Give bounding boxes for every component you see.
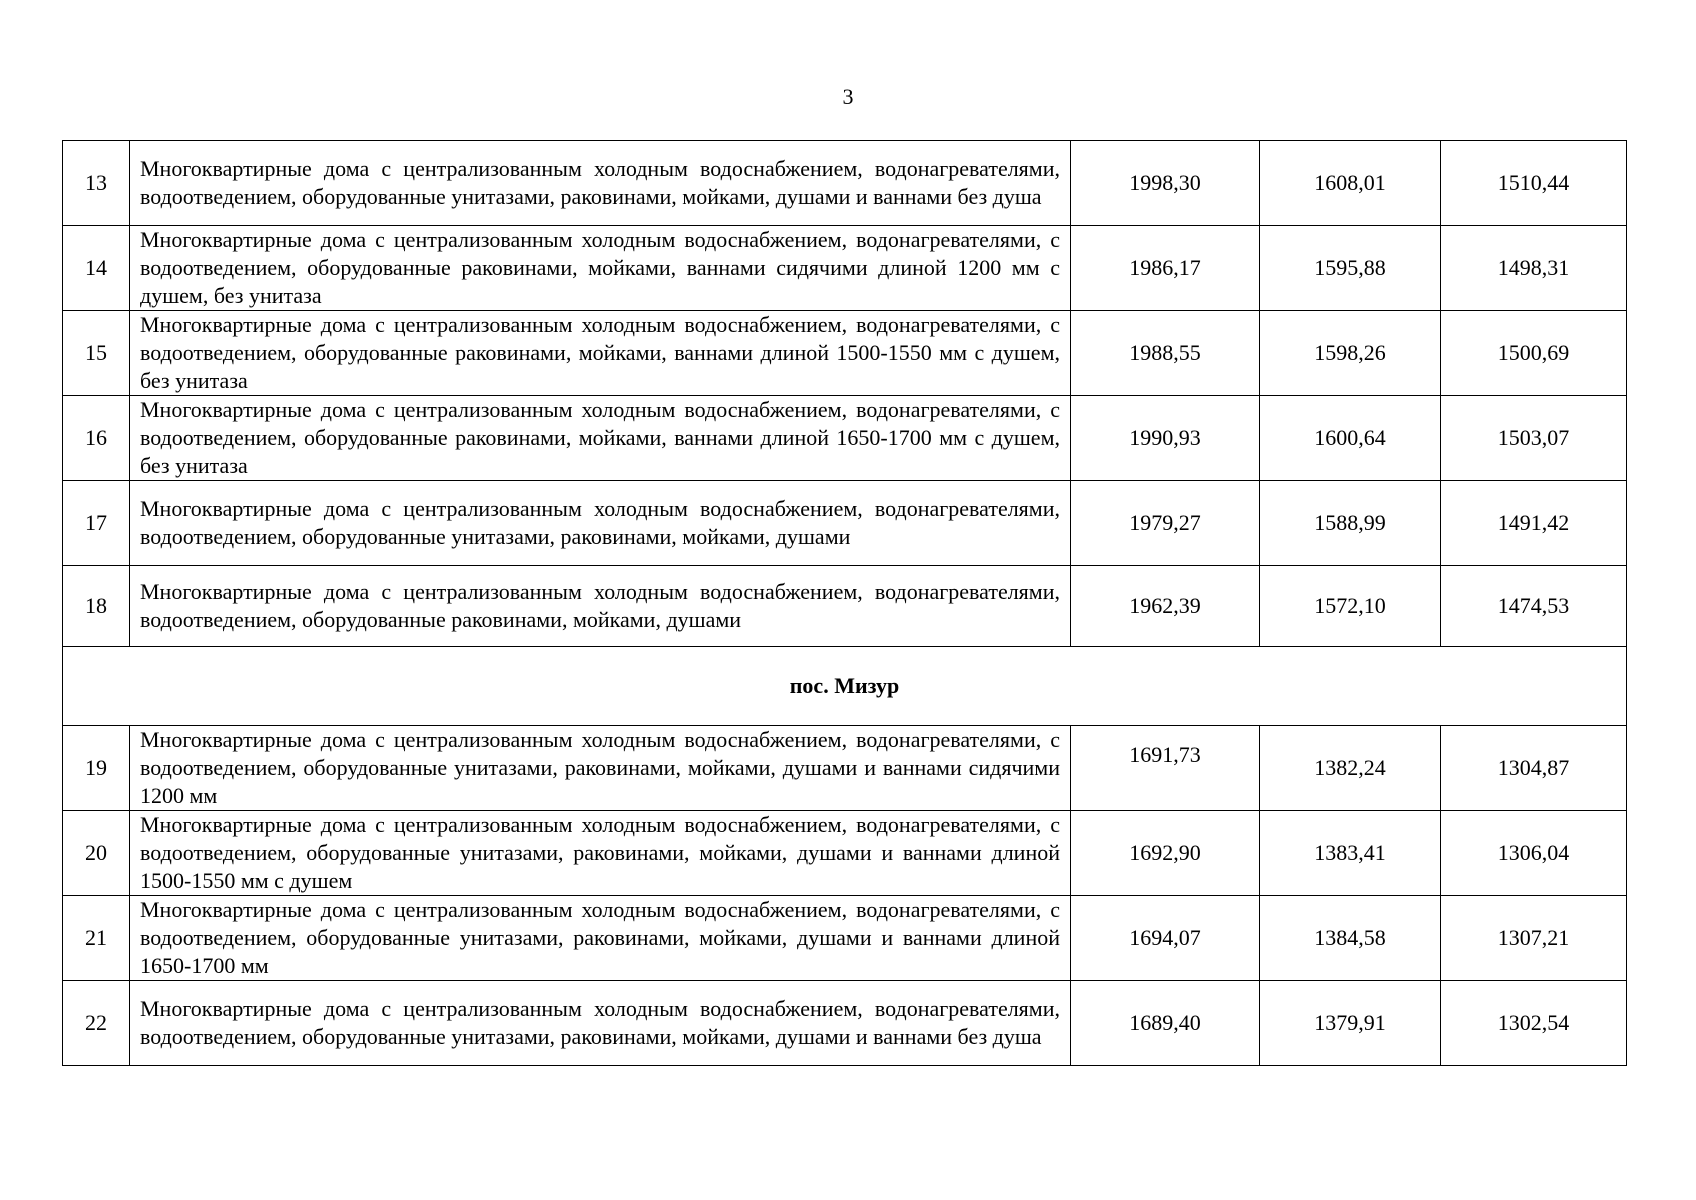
row-value-2: 1600,64 bbox=[1260, 396, 1441, 481]
row-number: 14 bbox=[63, 226, 130, 311]
table-row bbox=[63, 896, 1627, 981]
row-description: Многоквартирные дома с централизованным холодным водоснабжением, водонагревателями, с водоотведением, оборудованные унитазами, раковинами, мойками, душами и ваннами сидячими 1200 мм bbox=[130, 726, 1071, 811]
table-row bbox=[63, 726, 1627, 811]
table-row bbox=[63, 396, 1627, 481]
row-value-3: 1498,31 bbox=[1441, 226, 1627, 311]
row-value-3: 1306,04 bbox=[1441, 811, 1627, 896]
row-value-1: 1990,93 bbox=[1071, 396, 1260, 481]
row-value-2: 1383,41 bbox=[1260, 811, 1441, 896]
row-number: 15 bbox=[63, 311, 130, 396]
row-description: Многоквартирные дома с централизованным холодным водоснабжением, водонагревателями, с водоотведением, оборудованные унитазами, раковинами, мойками, душами и ваннами длиной 1500-1550 мм с душем bbox=[130, 811, 1071, 896]
row-number: 20 bbox=[63, 811, 130, 896]
row-value-3: 1474,53 bbox=[1441, 566, 1627, 647]
row-value-2: 1598,26 bbox=[1260, 311, 1441, 396]
row-value-1: 1689,40 bbox=[1071, 981, 1260, 1066]
row-value-1: 1979,27 bbox=[1071, 481, 1260, 566]
section-title: пос. Мизур bbox=[63, 647, 1627, 726]
row-number: 19 bbox=[63, 726, 130, 811]
row-description: Многоквартирные дома с централизованным холодным водоснабжением, водонагревателями, водоотведением, оборудованные раковинами, мойками, душами bbox=[130, 566, 1071, 647]
table-row bbox=[63, 311, 1627, 396]
row-value-1: 1998,30 bbox=[1071, 141, 1260, 226]
row-description: Многоквартирные дома с централизованным холодным водоснабжением, водонагревателями, с водоотведением, оборудованные раковинами, мойками, ваннами длиной 1500-1550 мм с душем, без унитаза bbox=[130, 311, 1071, 396]
page-number: 3 bbox=[842, 84, 854, 109]
row-number: 17 bbox=[63, 481, 130, 566]
row-value-2: 1608,01 bbox=[1260, 141, 1441, 226]
row-number: 21 bbox=[63, 896, 130, 981]
table-row bbox=[63, 481, 1627, 566]
row-number: 18 bbox=[63, 566, 130, 647]
table-row bbox=[63, 811, 1627, 896]
row-value-2: 1595,88 bbox=[1260, 226, 1441, 311]
row-value-3: 1304,87 bbox=[1441, 726, 1627, 811]
row-value-3: 1503,07 bbox=[1441, 396, 1627, 481]
row-description: Многоквартирные дома с централизованным холодным водоснабжением, водонагревателями, водоотведением, оборудованные унитазами, раковинами, мойками, душами и ваннами без душа bbox=[130, 981, 1071, 1066]
row-value-2: 1384,58 bbox=[1260, 896, 1441, 981]
row-description: Многоквартирные дома с централизованным холодным водоснабжением, водонагревателями, водоотведением, оборудованные унитазами, раковинами, мойками, душами и ваннами без душа bbox=[130, 141, 1071, 226]
row-value-1: 1962,39 bbox=[1071, 566, 1260, 647]
row-description: Многоквартирные дома с централизованным холодным водоснабжением, водонагревателями, с водоотведением, оборудованные раковинами, мойками, ваннами сидячими длиной 1200 мм с душем, без унитаза bbox=[130, 226, 1071, 311]
row-value-1: 1986,17 bbox=[1071, 226, 1260, 311]
row-value-1-text: 1691,73 bbox=[1129, 742, 1201, 767]
table-row bbox=[63, 981, 1627, 1066]
row-number: 22 bbox=[63, 981, 130, 1066]
row-description: Многоквартирные дома с централизованным холодным водоснабжением, водонагревателями, с водоотведением, оборудованные унитазами, раковинами, мойками, душами и ваннами длиной 1650-1700 мм bbox=[130, 896, 1071, 981]
row-value-3: 1302,54 bbox=[1441, 981, 1627, 1066]
row-value-2: 1382,24 bbox=[1260, 726, 1441, 811]
row-value-3: 1491,42 bbox=[1441, 481, 1627, 566]
row-number: 13 bbox=[63, 141, 130, 226]
tariff-table bbox=[62, 140, 1627, 1066]
table-row bbox=[63, 566, 1627, 647]
row-value-1: 1988,55 bbox=[1071, 311, 1260, 396]
row-value-1: 1694,07 bbox=[1071, 896, 1260, 981]
row-value-1 bbox=[1071, 726, 1260, 811]
row-value-2: 1379,91 bbox=[1260, 981, 1441, 1066]
row-value-1: 1692,90 bbox=[1071, 811, 1260, 896]
table-row bbox=[63, 226, 1627, 311]
row-number: 16 bbox=[63, 396, 130, 481]
row-description: Многоквартирные дома с централизованным холодным водоснабжением, водонагревателями, водоотведением, оборудованные унитазами, раковинами, мойками, душами bbox=[130, 481, 1071, 566]
row-value-3: 1510,44 bbox=[1441, 141, 1627, 226]
row-value-3: 1500,69 bbox=[1441, 311, 1627, 396]
row-value-2: 1572,10 bbox=[1260, 566, 1441, 647]
row-value-2: 1588,99 bbox=[1260, 481, 1441, 566]
row-description: Многоквартирные дома с централизованным холодным водоснабжением, водонагревателями, с водоотведением, оборудованные раковинами, мойками, ваннами длиной 1650-1700 мм с душем, без унитаза bbox=[130, 396, 1071, 481]
row-value-3: 1307,21 bbox=[1441, 896, 1627, 981]
section-header-row bbox=[63, 647, 1627, 726]
table-row bbox=[63, 141, 1627, 226]
